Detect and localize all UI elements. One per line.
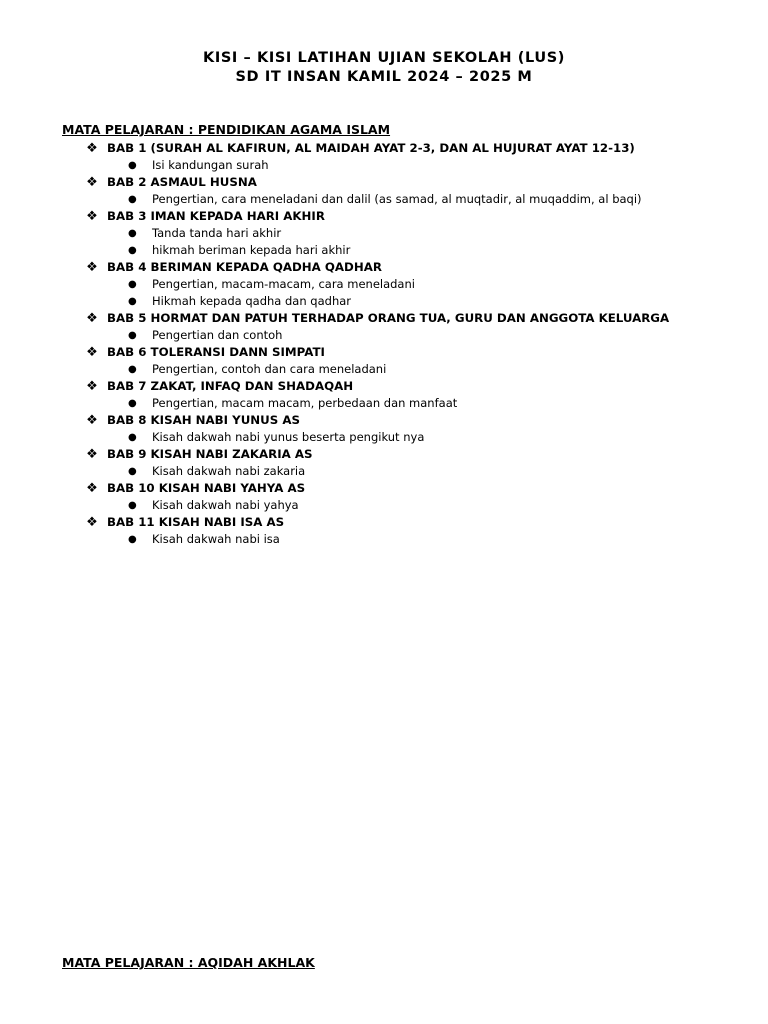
- chapter-heading: [0, 480, 768, 497]
- chapter-title: BAB 5 HORMAT DAN PATUH TERHADAP ORANG TUA, GURU DAN ANGGOTA KELUARGA: [107, 311, 670, 325]
- document-subtitle: SD IT INSAN KAMIL 2024 – 2025 M: [235, 69, 533, 85]
- point-text: Kisah dakwah nabi zakaria: [152, 464, 306, 478]
- chapter-heading: [0, 412, 768, 429]
- round-bullet-icon: ●: [128, 279, 137, 290]
- point-text: Pengertian dan contoh: [152, 328, 283, 342]
- chapter-item: [0, 259, 768, 310]
- chapter-item: [0, 140, 768, 174]
- chapter-title: BAB 9 KISAH NABI ZAKARIA AS: [107, 447, 313, 461]
- point-text: Isi kandungan surah: [152, 158, 269, 172]
- round-bullet-icon: ●: [128, 245, 137, 256]
- chapter-point: [0, 225, 768, 242]
- chapter-heading: [0, 259, 768, 276]
- chapter-item: [0, 446, 768, 480]
- chapter-item: [0, 344, 768, 378]
- point-text: Kisah dakwah nabi yunus beserta pengikut nya: [152, 430, 425, 444]
- diamond-bullet-icon: ❖: [86, 413, 98, 428]
- point-text: Tanda tanda hari akhir: [152, 226, 282, 240]
- chapter-point: [0, 327, 768, 344]
- chapter-heading: [0, 208, 768, 225]
- chapter-item: [0, 412, 768, 446]
- chapter-point: [0, 497, 768, 514]
- chapter-list: [0, 140, 768, 548]
- chapter-heading: [0, 310, 768, 327]
- chapter-point: [0, 191, 768, 208]
- chapter-point: [0, 429, 768, 446]
- chapter-title: BAB 1 (SURAH AL KAFIRUN, AL MAIDAH AYAT 2-3, DAN AL HUJURAT AYAT 12-13): [107, 141, 635, 155]
- chapter-item: [0, 208, 768, 259]
- point-text: Pengertian, contoh dan cara meneladani: [152, 362, 387, 376]
- diamond-bullet-icon: ❖: [86, 141, 98, 156]
- chapter-item: [0, 514, 768, 548]
- chapter-point: [0, 157, 768, 174]
- diamond-bullet-icon: ❖: [86, 175, 98, 190]
- diamond-bullet-icon: ❖: [86, 311, 98, 326]
- chapter-title: BAB 10 KISAH NABI YAHYA AS: [107, 481, 306, 495]
- chapter-heading: [0, 174, 768, 191]
- chapter-point: [0, 463, 768, 480]
- round-bullet-icon: ●: [128, 228, 137, 239]
- chapter-item: [0, 378, 768, 412]
- round-bullet-icon: ●: [128, 534, 137, 545]
- diamond-bullet-icon: ❖: [86, 260, 98, 275]
- point-text: Hikmah kepada qadha dan qadhar: [152, 294, 352, 308]
- round-bullet-icon: ●: [128, 398, 137, 409]
- chapter-point: [0, 395, 768, 412]
- chapter-heading: [0, 140, 768, 157]
- chapter-item: [0, 480, 768, 514]
- chapter-point: [0, 531, 768, 548]
- round-bullet-icon: ●: [128, 432, 137, 443]
- diamond-bullet-icon: ❖: [86, 379, 98, 394]
- chapter-title: BAB 4 BERIMAN KEPADA QADHA QADHAR: [107, 260, 382, 274]
- round-bullet-icon: ●: [128, 466, 137, 477]
- round-bullet-icon: ●: [128, 194, 137, 205]
- chapter-title: BAB 11 KISAH NABI ISA AS: [107, 515, 285, 529]
- chapter-title: BAB 3 IMAN KEPADA HARI AKHIR: [107, 209, 325, 223]
- diamond-bullet-icon: ❖: [86, 345, 98, 360]
- round-bullet-icon: ●: [128, 500, 137, 511]
- chapter-point: [0, 293, 768, 310]
- diamond-bullet-icon: ❖: [86, 481, 98, 496]
- round-bullet-icon: ●: [128, 364, 137, 375]
- point-text: Pengertian, cara meneladani dan dalil (as samad, al muqtadir, al muqaddim, al baqi): [152, 192, 642, 206]
- subject-heading-aqidah: MATA PELAJARAN : AQIDAH AKHLAK: [62, 955, 315, 970]
- round-bullet-icon: ●: [128, 330, 137, 341]
- chapter-point: [0, 276, 768, 293]
- chapter-title: BAB 7 ZAKAT, INFAQ DAN SHADAQAH: [107, 379, 354, 393]
- chapter-point: [0, 242, 768, 259]
- diamond-bullet-icon: ❖: [86, 515, 98, 530]
- chapter-title: BAB 6 TOLERANSI DANN SIMPATI: [107, 345, 325, 359]
- round-bullet-icon: ●: [128, 160, 137, 171]
- chapter-heading: [0, 378, 768, 395]
- chapter-title: BAB 8 KISAH NABI YUNUS AS: [107, 413, 300, 427]
- chapter-item: [0, 174, 768, 208]
- document-title: KISI – KISI LATIHAN UJIAN SEKOLAH (LUS): [203, 50, 565, 66]
- chapter-item: [0, 310, 768, 344]
- chapter-point: [0, 361, 768, 378]
- point-text: Kisah dakwah nabi yahya: [152, 498, 299, 512]
- diamond-bullet-icon: ❖: [86, 447, 98, 462]
- point-text: Pengertian, macam macam, perbedaan dan manfaat: [152, 396, 458, 410]
- point-text: Kisah dakwah nabi isa: [152, 532, 280, 546]
- round-bullet-icon: ●: [128, 296, 137, 307]
- subject-heading-pai: MATA PELAJARAN : PENDIDIKAN AGAMA ISLAM: [62, 122, 391, 137]
- diamond-bullet-icon: ❖: [86, 209, 98, 224]
- chapter-heading: [0, 446, 768, 463]
- chapter-heading: [0, 514, 768, 531]
- point-text: hikmah beriman kepada hari akhir: [152, 243, 351, 257]
- chapter-heading: [0, 344, 768, 361]
- chapter-title: BAB 2 ASMAUL HUSNA: [107, 175, 257, 189]
- point-text: Pengertian, macam-macam, cara meneladani: [152, 277, 415, 291]
